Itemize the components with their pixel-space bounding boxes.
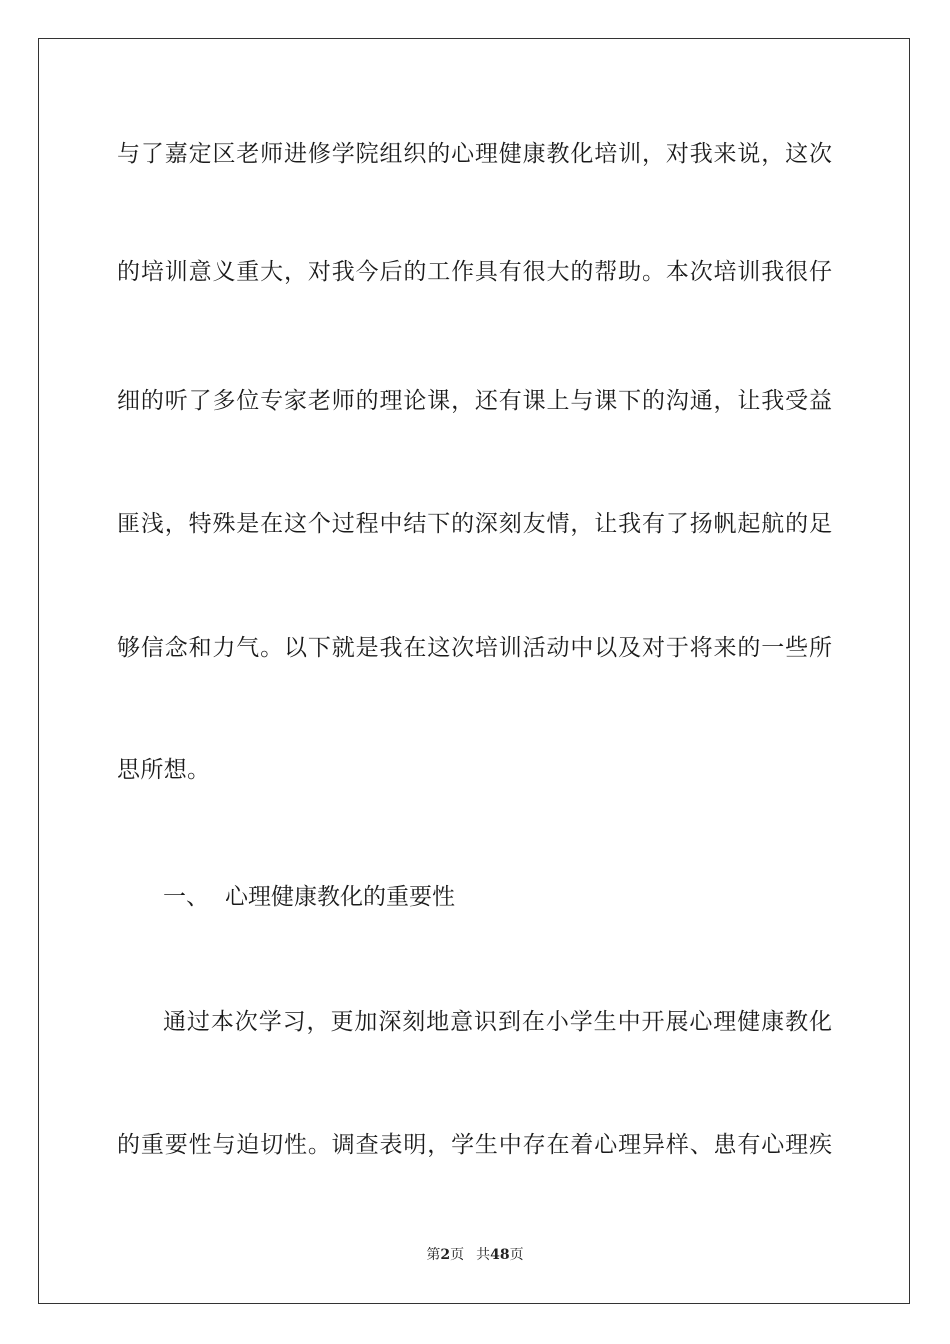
page-frame [38, 38, 910, 1304]
footer-page-prefix: 第 [426, 1247, 441, 1263]
section-heading-text: 心理健康教化的重要性 [225, 884, 455, 910]
body-line-6: 思所想。 [117, 757, 211, 783]
page-footer [0, 1244, 950, 1264]
body-line-5: 够信念和力气。以下就是我在这次培训活动中以及对于将来的一些所 [117, 635, 832, 661]
section-heading [163, 882, 455, 912]
section-heading-number: 一、 [163, 884, 209, 910]
body-line-1: 与了嘉定区老师进修学院组织的心理健康教化培训，对我来说，这次 [117, 141, 832, 167]
footer-page-number: 2 [440, 1247, 451, 1263]
footer-page-suffix: 页 [450, 1247, 465, 1263]
body-line-4: 匪浅，特殊是在这个过程中结下的深刻友情，让我有了扬帆起航的足 [117, 511, 832, 537]
paragraph2-line-2: 的重要性与迫切性。调查表明，学生中存在着心理异样、患有心理疾 [117, 1132, 832, 1158]
footer-total-number: 48 [490, 1247, 510, 1263]
paragraph2-line-1: 通过本次学习，更加深刻地意识到在小学生中开展心理健康教化 [163, 1009, 832, 1035]
footer-total-prefix: 共 [476, 1247, 491, 1263]
footer-total-suffix: 页 [509, 1247, 524, 1263]
body-line-2: 的培训意义重大，对我今后的工作具有很大的帮助。本次培训我很仔 [117, 259, 832, 285]
body-line-3: 细的听了多位专家老师的理论课，还有课上与课下的沟通，让我受益 [117, 388, 832, 414]
